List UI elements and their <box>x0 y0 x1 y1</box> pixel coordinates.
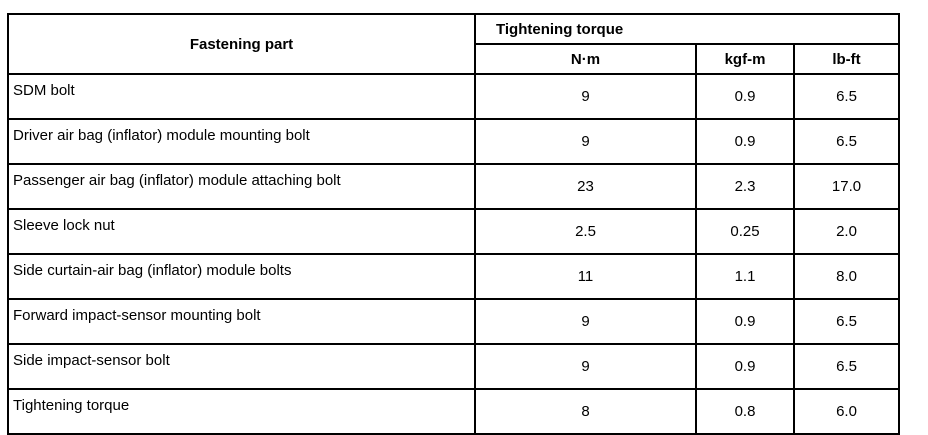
table-row <box>8 74 899 119</box>
torque-nm-cell: 2.5 <box>475 209 696 254</box>
torque-kgfm-cell: 0.9 <box>696 344 794 389</box>
fastening-part-cell: Side impact-sensor bolt <box>8 344 475 389</box>
fastening-part-cell: Tightening torque <box>8 389 475 434</box>
fastening-part-cell: Side curtain-air bag (inflator) module bolts <box>8 254 475 299</box>
torque-kgfm-cell: 0.9 <box>696 74 794 119</box>
table-row <box>8 344 899 389</box>
torque-nm-cell: 9 <box>475 299 696 344</box>
fastening-part-header: Fastening part <box>8 14 475 74</box>
table-row <box>8 389 899 434</box>
torque-kgfm-cell: 0.9 <box>696 299 794 344</box>
torque-spec-table <box>7 13 900 435</box>
torque-nm-cell: 9 <box>475 119 696 164</box>
fastening-part-cell: SDM bolt <box>8 74 475 119</box>
torque-lbft-cell: 6.0 <box>794 389 899 434</box>
table-row <box>8 119 899 164</box>
table-row <box>8 254 899 299</box>
torque-lbft-cell: 6.5 <box>794 344 899 389</box>
fastening-part-cell: Passenger air bag (inflator) module attaching bolt <box>8 164 475 209</box>
torque-kgfm-cell: 2.3 <box>696 164 794 209</box>
torque-lbft-cell: 6.5 <box>794 119 899 164</box>
torque-lbft-cell: 6.5 <box>794 299 899 344</box>
fastening-part-cell: Driver air bag (inflator) module mounting bolt <box>8 119 475 164</box>
torque-nm-cell: 9 <box>475 344 696 389</box>
torque-lbft-cell: 17.0 <box>794 164 899 209</box>
torque-lbft-cell: 2.0 <box>794 209 899 254</box>
fastening-part-cell: Forward impact-sensor mounting bolt <box>8 299 475 344</box>
torque-kgfm-cell: 0.8 <box>696 389 794 434</box>
unit-header-lbft: lb-ft <box>794 44 899 74</box>
table-row <box>8 299 899 344</box>
unit-header-nm: N·m <box>475 44 696 74</box>
tightening-torque-header: Tightening torque <box>475 14 899 44</box>
torque-kgfm-cell: 1.1 <box>696 254 794 299</box>
table-header-row <box>8 14 899 44</box>
torque-lbft-cell: 8.0 <box>794 254 899 299</box>
table-row <box>8 209 899 254</box>
torque-kgfm-cell: 0.25 <box>696 209 794 254</box>
torque-nm-cell: 9 <box>475 74 696 119</box>
torque-lbft-cell: 6.5 <box>794 74 899 119</box>
torque-kgfm-cell: 0.9 <box>696 119 794 164</box>
torque-nm-cell: 23 <box>475 164 696 209</box>
unit-header-kgfm: kgf-m <box>696 44 794 74</box>
torque-nm-cell: 8 <box>475 389 696 434</box>
torque-nm-cell: 11 <box>475 254 696 299</box>
table-row <box>8 164 899 209</box>
fastening-part-cell: Sleeve lock nut <box>8 209 475 254</box>
